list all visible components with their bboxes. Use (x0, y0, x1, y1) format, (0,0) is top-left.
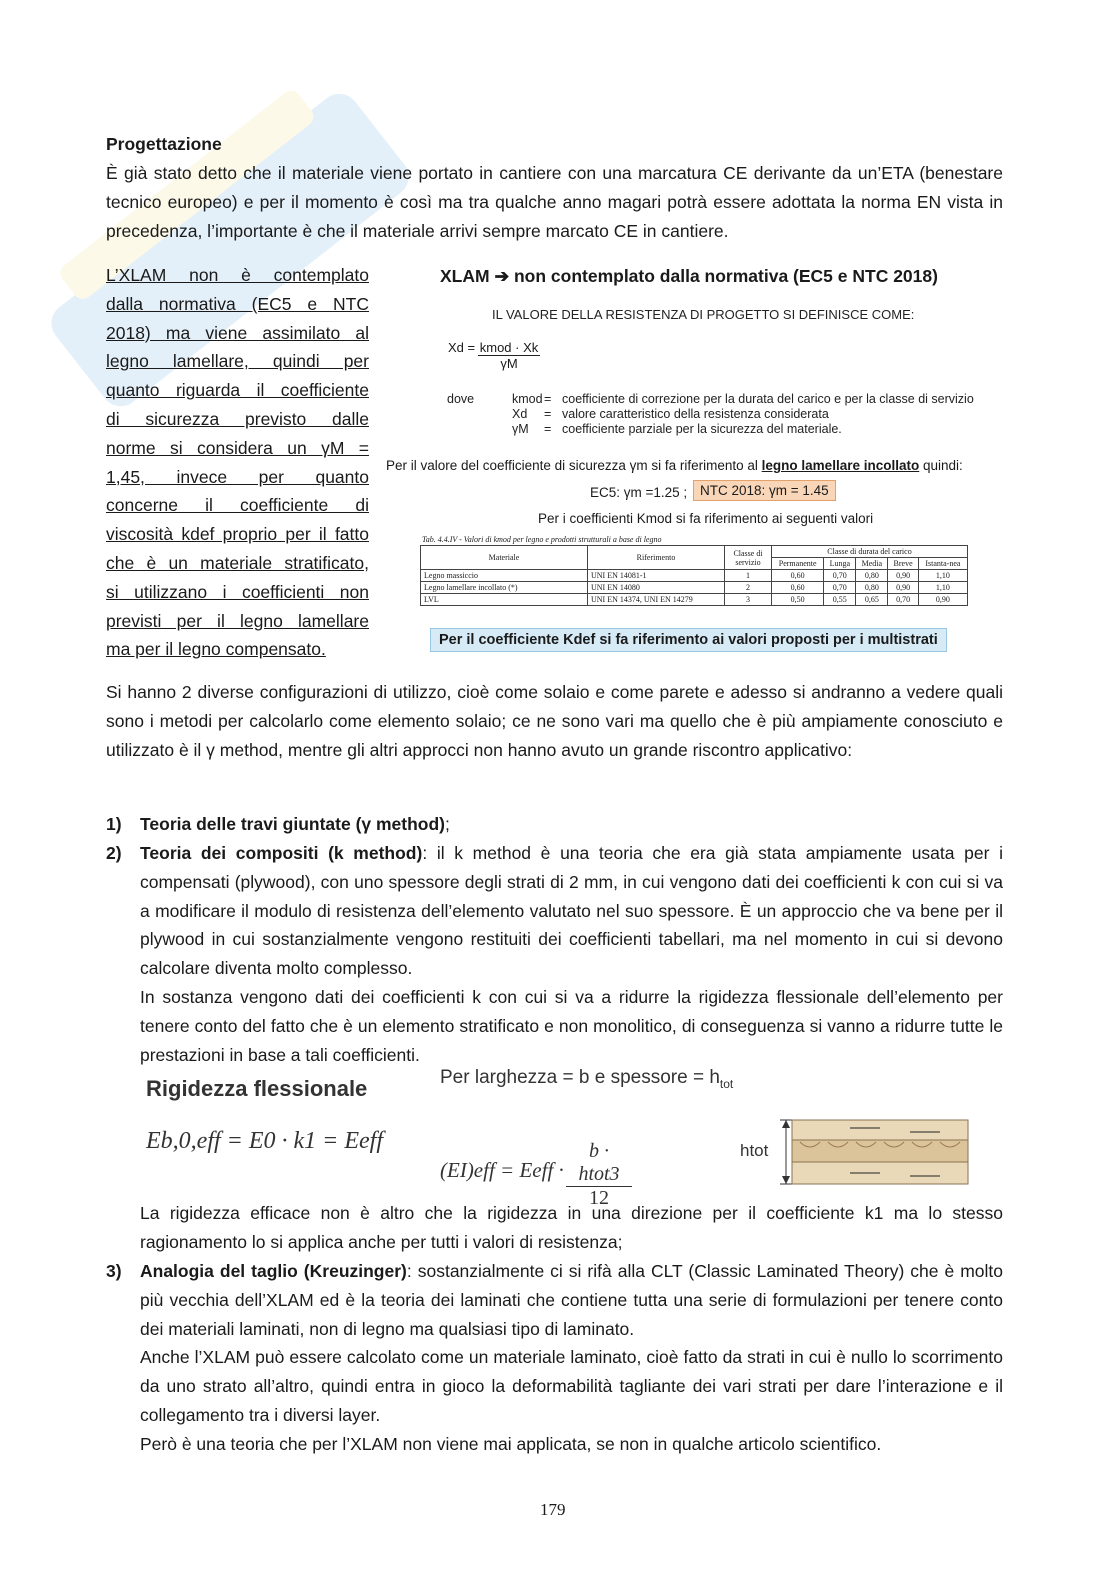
section-title: Progettazione (106, 134, 222, 154)
table-header: Lunga (824, 558, 856, 570)
item-1: Teoria delle travi giuntate (γ method); (140, 814, 450, 834)
table-row: Legno lamellare incollato (*) UNI EN 14080 2 0,60 0,70 0,80 0,90 1,10 (421, 582, 968, 594)
ec5-value: EC5: γm =1.25 ; (590, 485, 688, 500)
item-3-extra-2: Però è una teoria che per l’XLAM non viene mai applicata, se non in qualche articolo scientifico. (140, 1434, 882, 1454)
table-header: Riferimento (588, 546, 725, 570)
clt-section-drawing (770, 1116, 970, 1188)
item-3: Analogia del taglio (Kreuzinger): sostanzialmente ci si rifà alla CLT (Classic Laminated Theory) che è molto più vecchia dell’XLAM ed è la teoria dei laminati che contiene tutta una serie di formulazioni per tenere conto dei materiali laminati, non di legno ma qualsiasi tipo di laminato. (140, 1261, 1003, 1339)
htot-label: htot (740, 1141, 769, 1160)
item-2-after: La rigidezza efficace non è altro che la rigidezza in una direzione per il coefficiente k1 ma lo stesso ragionamento lo si applica anche per tutti i valori di resistenza; (140, 1203, 1003, 1252)
table-row: LVL UNI EN 14374, UNI EN 14279 3 0,50 0,55 0,65 0,70 0,90 (421, 594, 968, 606)
figure-subtitle: IL VALORE DELLA RESISTENZA DI PROGETTO SI DEFINISCE COME: (492, 307, 915, 322)
table-header-group: Classe di durata del carico (772, 546, 968, 558)
figure-title: XLAM ➔ non contemplato dalla normativa (EC5 e NTC 2018) (440, 266, 938, 286)
gamma-line: Per il valore del coefficiente di sicurezza γm si fa riferimento al legno lamellare incollato quindi: (386, 458, 963, 473)
width-line: Per larghezza = b e spessore = $h_{tot}$ (440, 1067, 734, 1091)
item-2-number: 2) (106, 843, 122, 863)
item-2: Teoria dei compositi (k method): il k method è una teoria che era già stata ampiamente usata per i compensati (plywood), con uno spessore degli strati di 2 mm, in cui vengono dati dei coefficienti k con cui si va a modificare il modulo di resistenza dell’elemento valutato nel suo spessore. È un approccio che va bene per il plywood in cui sostanzialmente vengono restituiti dei coefficienti tabellari, ma nel momento in cui si devono calcolare diventa molto complesso. (140, 843, 1003, 979)
equation-ei-eff: (EI)eff = Eeff · (440, 1158, 564, 1182)
equation-eff-modulus: Eb,0,eff = E0 · k1 = Eeff (146, 1128, 383, 1154)
item-1-number: 1) (106, 814, 122, 834)
table-header: Media (856, 558, 888, 570)
kdef-box: Per il coefficiente Kdef si fa riferimento ai valori proposti per i multistrati (430, 628, 947, 652)
table-header: Breve (888, 558, 918, 570)
paragraph-configurations: Si hanno 2 diverse configurazioni di utilizzo, cioè come solaio e come parete e adesso si andranno a vedere quali sono i metodi per calcolarlo come elemento solaio; ce ne sono vari ma quello che è più ampiamente conosciuto e utilizzato è il γ method, mentre gli altri approcci non hanno avuto un grande riscontro applicativo: (106, 682, 1003, 760)
item-2-extra: In sostanza vengono dati dei coefficienti k con cui si va a ridurre la rigidezza flessionale dell’elemento per tenere conto del fatto che è un elemento stratificato e non monolitico, di conseguenza si vanno a ridurre tutte le prestazioni in base a tali coefficienti. (140, 987, 1003, 1065)
definitions-list: kmod= coefficiente di correzione per la durata del carico e per la classe di servizio Xd = valore caratteristico della resistenza considerata γM = coefficiente parziale per la sicurezza del materiale. (512, 392, 974, 436)
dove-label: dove (447, 392, 475, 406)
page-number: 179 (540, 1500, 566, 1519)
table-header: Materiale (421, 546, 588, 570)
kmod-table (420, 545, 968, 606)
side-text: L’XLAM non è contemplato dalla normativa (EC5 e NTC 2018) ma viene assimilato al legno lamellare, quindi per quanto riguarda il coefficiente di sicurezza previsto dalle norme si considera un γM = 1,45, invece per quanto concerne il coefficiente di viscosità kdef proprio per il fatto che è un materiale stratificato, si utilizzano i coefficienti non previsti per il legno lamellare ma per il legno compensato. (106, 265, 369, 660)
equation-ei-fraction: b · htot3 12 (566, 1140, 632, 1210)
table-header: Istanta-nea (918, 558, 967, 570)
item-3-number: 3) (106, 1261, 122, 1281)
rigidezza-title: Rigidezza flessionale (146, 1076, 368, 1101)
ntc-value-box: NTC 2018: γm = 1.45 (693, 480, 836, 501)
formula-xd-fraction: kmod · Xk γM (479, 340, 539, 371)
table-row: Legno massiccio UNI EN 14081-1 1 0,60 0,70 0,80 0,90 1,10 (421, 570, 968, 582)
table-header: Classe di servizio (725, 546, 772, 570)
kmod-line: Per i coefficienti Kmod si fa riferimento ai seguenti valori (538, 511, 874, 526)
table-header: Permanente (772, 558, 824, 570)
formula-xd: Xd = (448, 340, 476, 355)
item-3-extra-1: Anche l’XLAM può essere calcolato come un materiale laminato, cioè fatto da strati in cui è nullo lo scorrimento da uno strato all’altro, quindi entra in gioco la deformabilità tagliante dei vari strati per dare l’interazione e il collegamento tra i diversi layer. (140, 1347, 1003, 1425)
intro-paragraph: È già stato detto che il materiale viene portato in cantiere con una marcatura CE derivante da un’ETA (benestare tecnico europeo) e per il momento è così ma tra qualche anno magari potrà essere adottata la norma EN vista in precedenza, l’importante è che il materiale arrivi sempre marcato CE in cantiere. (106, 163, 1003, 241)
kmod-table-caption: Tab. 4.4.IV - Valori di kmod per legno e prodotti strutturali a base di legno (422, 535, 662, 544)
